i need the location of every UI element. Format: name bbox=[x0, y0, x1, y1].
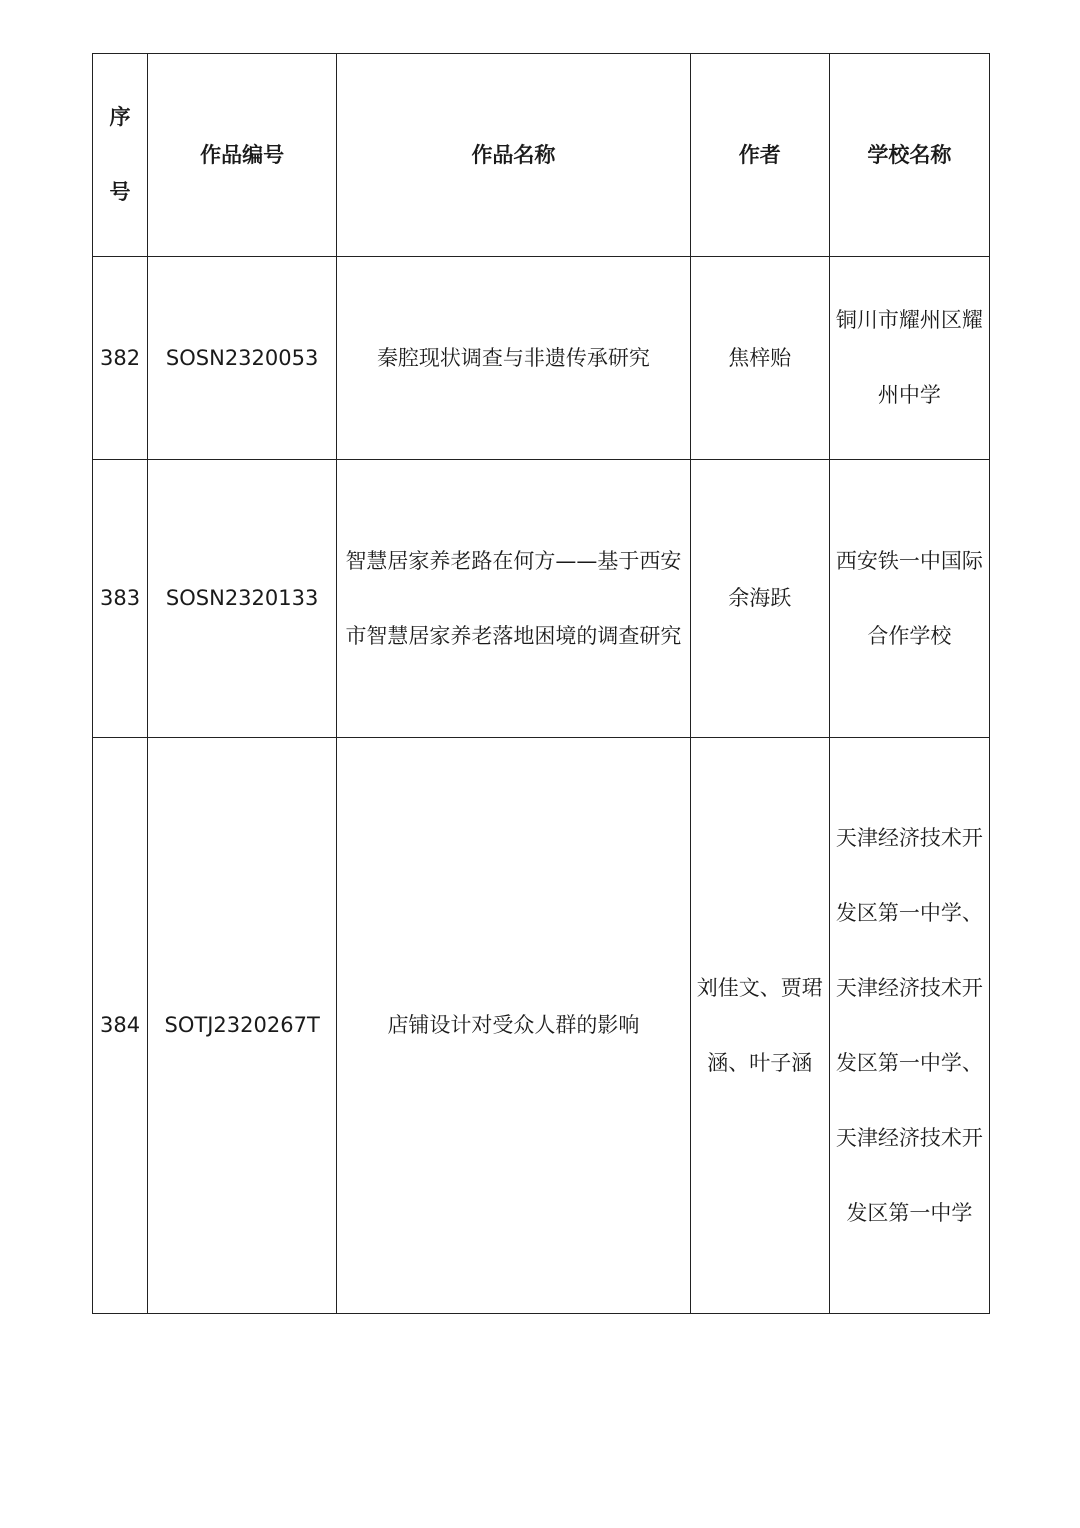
cell-serial-number: 382 bbox=[93, 257, 148, 460]
header-serial-number bbox=[93, 54, 148, 257]
cell-author: 刘佳文、贾珺涵、叶子涵 bbox=[690, 738, 829, 1314]
cell-school: 天津经济技术开发区第一中学、天津经济技术开发区第一中学、天津经济技术开发区第一中学 bbox=[829, 738, 989, 1314]
cell-work-title: 智慧居家养老路在何方——基于西安市智慧居家养老落地困境的调查研究 bbox=[337, 460, 690, 738]
cell-author: 焦梓贻 bbox=[690, 257, 829, 460]
header-work-code: 作品编号 bbox=[148, 54, 337, 257]
header-work-title: 作品名称 bbox=[337, 54, 690, 257]
awards-table bbox=[92, 53, 990, 1314]
cell-serial-number: 384 bbox=[93, 738, 148, 1314]
header-serial-number-line2: 号 bbox=[109, 180, 131, 204]
table-row bbox=[93, 257, 990, 460]
cell-work-title: 秦腔现状调查与非遗传承研究 bbox=[337, 257, 690, 460]
header-author: 作者 bbox=[690, 54, 829, 257]
cell-work-title: 店铺设计对受众人群的影响 bbox=[337, 738, 690, 1314]
table-row bbox=[93, 738, 990, 1314]
table-header-row bbox=[93, 54, 990, 257]
cell-work-code: SOSN2320133 bbox=[148, 460, 337, 738]
cell-school: 铜川市耀州区耀州中学 bbox=[829, 257, 989, 460]
cell-work-code: SOTJ2320267T bbox=[148, 738, 337, 1314]
cell-author: 余海跃 bbox=[690, 460, 829, 738]
header-serial-number-line1: 序 bbox=[109, 105, 131, 129]
table-row bbox=[93, 460, 990, 738]
header-school: 学校名称 bbox=[829, 54, 989, 257]
cell-serial-number: 383 bbox=[93, 460, 148, 738]
cell-work-code: SOSN2320053 bbox=[148, 257, 337, 460]
cell-school: 西安铁一中国际合作学校 bbox=[829, 460, 989, 738]
